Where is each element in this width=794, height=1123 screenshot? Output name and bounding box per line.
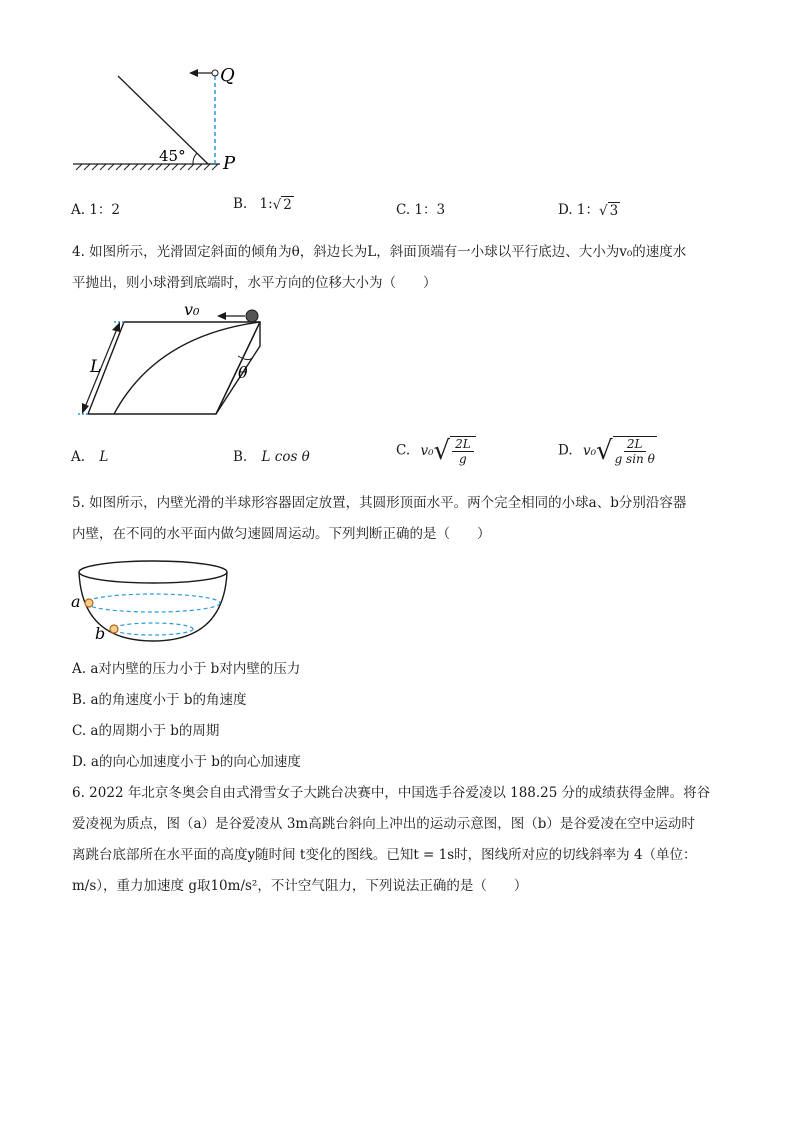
- arrow-head-icon: [112, 322, 120, 332]
- ball-icon: [246, 310, 258, 322]
- q4-line-2: 平抛出，则小球滑到底端时，水平方向的位移大小为（ ）: [72, 275, 437, 291]
- theta-arc: [238, 356, 252, 360]
- q3-option-d: D. 1：√ 3: [558, 202, 619, 219]
- sqrt-icon: √ 2: [272, 196, 292, 213]
- q3-option-b: B. 1:√ 2: [233, 196, 292, 213]
- q3-option-c: C. 1：3: [396, 202, 446, 218]
- orbit-a: [86, 594, 220, 612]
- q6-line-2: 爱凌视为质点，图（a）是谷爱凌从 3m高跳台斜向上冲出的运动示意图，图（b）是谷爱凌在空中运动时: [72, 816, 695, 832]
- q5-option-c: C. a的周期小于 b的周期: [72, 723, 220, 739]
- figure-q5-bowl: [66, 555, 236, 645]
- label-b: b: [95, 624, 106, 643]
- angle-arc: [193, 153, 197, 164]
- q4-option-d: D. v₀ √ $\frac{2L}{\text{g sin θ}}$: [558, 436, 655, 466]
- q4-option-c: C. v₀ √ $\frac{2L}{g}$: [396, 436, 476, 466]
- q4-option-a: A. L: [71, 449, 109, 465]
- q5-option-a: A. a对内壁的压力小于 b对内壁的压力: [72, 661, 301, 677]
- label-a: a: [71, 592, 81, 611]
- sqrt-icon: √ 3: [599, 202, 619, 219]
- q5-line-1: 5. 如图所示，内壁光滑的半球形容器固定放置，其圆形顶面水平。两个完全相同的小球a、b分别沿容器: [72, 495, 687, 511]
- figure-q3-incline: [68, 62, 258, 180]
- label-angle: 45°: [159, 147, 186, 165]
- q6-line-1: 6. 2022 年北京冬奥会自由式滑雪女子大跳台决赛中，中国选手谷爱凌以 188.25 分的成绩获得金牌。将谷: [72, 785, 711, 801]
- figure-q4-slope: [76, 298, 276, 423]
- q3-option-a: A. 1：2: [71, 202, 121, 218]
- q6-line-4: m/s），重力加速度 g取10m/s²，不计空气阻力，下列说法正确的是（ ）: [72, 878, 528, 894]
- ground-hatch: [76, 164, 218, 170]
- q5-line-2: 内壁，在不同的水平面内做匀速圆周运动。下列判断正确的是（ ）: [72, 526, 491, 542]
- q6-line-3: 离跳台底部所在水平面的高度y随时间 t变化的图线。已知t = 1s时，图线所对应的切线斜率为 4（单位：: [72, 847, 697, 863]
- q4-line-1: 4. 如图所示，光滑固定斜面的倾角为θ，斜边长为L，斜面顶端有一小球以平行底边、大小为v₀的速度水: [72, 244, 687, 260]
- point-q-marker: [212, 70, 218, 76]
- arrow-head-icon: [189, 69, 198, 77]
- label-q: Q: [220, 65, 235, 86]
- bowl-rim: [79, 561, 227, 583]
- ball-a-icon: [85, 599, 93, 607]
- orbit-b: [113, 623, 193, 635]
- arrow-head-icon: [217, 312, 226, 320]
- label-l: L: [90, 357, 102, 377]
- label-theta: θ: [238, 363, 248, 382]
- label-p: P: [223, 153, 236, 174]
- q5-option-b: B. a的角速度小于 b的角速度: [72, 692, 247, 708]
- q4-option-b: B. L cos θ: [233, 449, 310, 465]
- sqrt-icon: √ $\frac{2L}{g}$: [433, 436, 475, 466]
- sqrt-icon: √ $\frac{2L}{\text{g sin θ}}$: [595, 436, 655, 466]
- q5-option-d: D. a的向心加速度小于 b的向心加速度: [72, 754, 301, 770]
- ball-b-icon: [110, 625, 118, 633]
- label-v0: v₀: [184, 300, 200, 319]
